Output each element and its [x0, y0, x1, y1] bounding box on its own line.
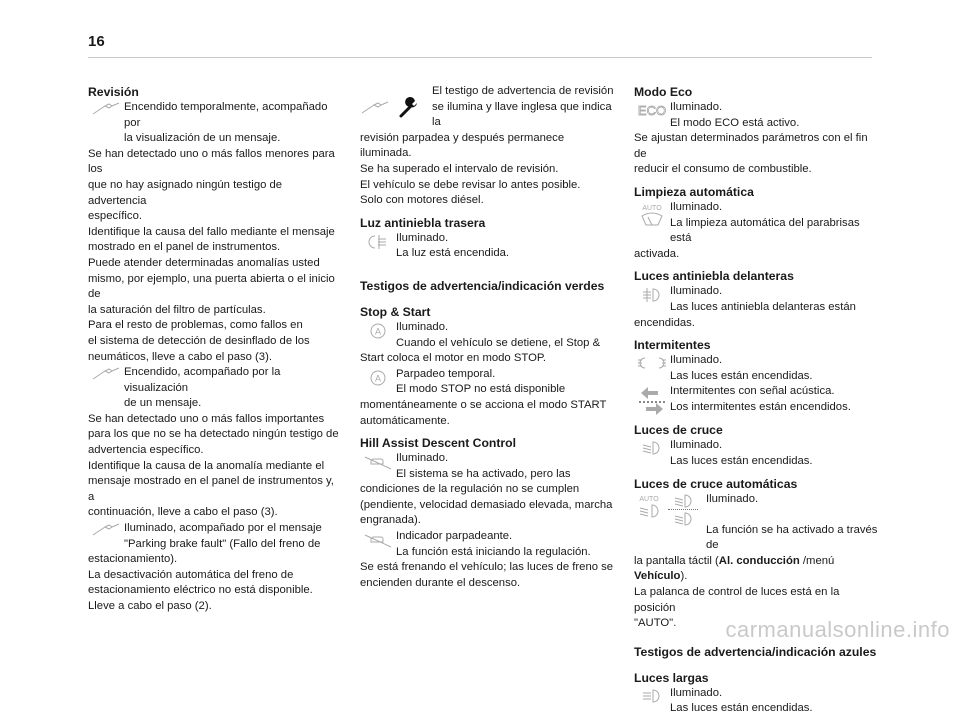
text-line: "Parking brake fault" (Fallo del freno de	[124, 537, 321, 550]
text-line: estacionamiento eléctrico no está disponible.	[88, 584, 313, 597]
text-line: Iluminado.	[670, 354, 723, 367]
text-line: Las luces antiniebla delanteras están	[670, 300, 856, 313]
eco-icon	[634, 100, 670, 131]
eco-entry	[634, 100, 878, 131]
text-line: encienden durante el descenso.	[360, 576, 521, 589]
service-entry-3	[88, 521, 340, 552]
text-line: la visualización de un mensaje.	[124, 132, 281, 145]
text-line: El vehículo se debe revisar lo antes posible.	[360, 178, 581, 191]
text-line: condiciones de la regulación no se cumplen	[360, 483, 580, 496]
wrench-outline-icon	[88, 521, 124, 552]
green-indicators-heading: Testigos de advertencia/indicación verdes	[360, 278, 605, 293]
text-line: mostrado en el panel de instrumentos.	[88, 241, 281, 254]
text-line: estacionamiento).	[88, 553, 178, 566]
hill-descent-heading: Hill Assist Descent Control	[360, 436, 516, 451]
text-line: La luz está encendida.	[396, 247, 510, 260]
paragraph	[88, 412, 340, 521]
paragraph	[88, 147, 340, 365]
text-line: Iluminado.	[396, 452, 449, 465]
svg-text:A: A	[374, 373, 382, 384]
text-line: La función está iniciando la regulación.	[396, 545, 591, 558]
main-beam-heading: Luces largas	[634, 670, 709, 685]
text-line: la saturación del filtro de partículas.	[88, 303, 266, 316]
text-line: Se ajustan determinados parámetros con el fin de	[634, 132, 868, 160]
front-fog-heading: Luces antiniebla delanteras	[634, 269, 794, 284]
text-line: momentáneamente o se acciona el modo START	[360, 398, 607, 411]
text-line: Iluminado.	[670, 439, 723, 452]
text-line: Se han detectado uno o más fallos menores para los	[88, 147, 335, 176]
dipped-beam-entry	[634, 438, 878, 469]
wrench-outline-icon	[88, 100, 124, 147]
column-1	[88, 84, 340, 615]
text-line: Puede atender determinadas anomalías usted	[88, 256, 320, 269]
rear-fog-heading: Luz antiniebla trasera	[360, 215, 486, 230]
stop-start-heading: Stop & Start	[360, 304, 431, 319]
text-line: encendidas.	[634, 316, 695, 329]
text-line: La función se ha activado a través de	[706, 523, 878, 552]
auto-wipe-heading: Limpieza automática	[634, 184, 754, 199]
svg-text:A: A	[374, 326, 382, 337]
text-line: Identifique la causa del fallo mediante el mensaje	[88, 225, 335, 238]
text-line: se ilumina y llave inglesa que indica la	[432, 100, 612, 129]
indicators-entry-1	[634, 353, 878, 384]
text-line: El modo ECO está activo.	[670, 116, 800, 129]
text-line: continuación, lleve a cabo el paso (3).	[88, 506, 278, 519]
text-line: que no hay asignado ningún testigo de advertencia	[88, 178, 283, 207]
service-entry-2	[88, 365, 340, 412]
text-line: La palanca de control de luces está en la posición	[634, 586, 840, 614]
stop-start-icon	[360, 367, 396, 398]
service-wrench-entry	[360, 84, 616, 131]
paragraph	[88, 552, 340, 614]
text-line: Las luces están encendidas.	[670, 454, 813, 467]
hill-descent-entry-1	[360, 451, 616, 482]
text-line: automáticamente.	[360, 414, 450, 427]
service-heading: Revisión	[88, 85, 139, 99]
auto-wipe-icon	[634, 200, 670, 247]
text-line: para los que no se ha detectado ningún testigo de	[88, 428, 339, 441]
paragraph	[360, 131, 616, 209]
stop-start-entry-1	[360, 320, 616, 351]
text-line: La limpieza automática del parabrisas está	[670, 216, 860, 245]
auto-dipped-heading: Luces de cruce automáticas	[634, 476, 798, 491]
text-line: la pantalla táctil (Al. conducción /menú Vehículo).	[634, 554, 835, 583]
stop-start-icon	[360, 320, 396, 351]
text-line: Para el resto de problemas, como fallos en	[88, 319, 303, 332]
text-line: Iluminado.	[670, 200, 723, 213]
text-line: El modo STOP no está disponible	[396, 383, 566, 396]
auto-wipe-entry	[634, 200, 878, 247]
text-line: el sistema de detección de desinflado de los	[88, 334, 310, 347]
text-line: engranada).	[360, 514, 421, 527]
text-line: Cuando el vehículo se detiene, el Stop &	[396, 336, 601, 349]
wrench-outline-icon	[88, 365, 124, 412]
text-line: Se han detectado uno o más fallos importantes	[88, 412, 325, 425]
text-line: advertencia específico.	[88, 444, 204, 457]
main-beam-entry	[634, 686, 878, 717]
svg-text:AUTO: AUTO	[639, 495, 659, 503]
service-entry-1	[88, 100, 340, 147]
text-line: "AUTO".	[634, 617, 677, 630]
auto-dipped-beam-icon-3	[671, 512, 695, 526]
text-line: mensaje mostrado en el panel de instrumentos y, a	[88, 475, 334, 503]
text-line: La desactivación automática del freno de	[88, 568, 294, 581]
side-lights-icon	[634, 353, 670, 384]
text-line: reducir el consumo de combustible.	[634, 163, 812, 176]
text-line: Iluminado, acompañado por el mensaje	[124, 522, 322, 535]
auto-dipped-beam-icon-2	[671, 494, 695, 508]
text-line: mismo, por ejemplo, una puerta abierta o el inicio de	[88, 272, 335, 301]
text-line: Se está frenando el vehículo; las luces de freno se	[360, 561, 614, 574]
wrench-outline-icon	[360, 101, 390, 115]
auto-dipped-beam-icon	[634, 494, 664, 522]
wrench-icon	[398, 97, 420, 119]
text-line: revisión parpadea y después permanece iluminada.	[360, 131, 565, 160]
column-2	[360, 84, 616, 591]
main-beam-icon	[634, 686, 670, 717]
text-line: Encendido, acompañado por la visualización	[124, 366, 281, 394]
text-line: de un mensaje.	[124, 397, 202, 410]
indicators-entry-2	[634, 384, 878, 416]
watermark: carmanualsonline.info	[725, 617, 950, 642]
hill-descent-icon	[360, 451, 396, 482]
hill-descent-entry-2	[360, 529, 616, 560]
text-line: Parpadeo temporal.	[396, 367, 496, 380]
text-line: Iluminado.	[396, 231, 449, 244]
text-line: Intermitentes con señal acústica.	[670, 385, 835, 398]
text-line: Solo con motores diésel.	[360, 194, 484, 207]
text-line: Indicador parpadeante.	[396, 530, 513, 543]
text-line: Iluminado.	[670, 285, 723, 298]
auto-dipped-icons	[634, 492, 706, 554]
rear-fog-icon	[360, 231, 396, 262]
text-line: Las luces están encendidas.	[670, 702, 813, 715]
eco-heading: Modo Eco	[634, 85, 693, 99]
text-line: Las luces están encendidas.	[670, 369, 813, 382]
front-fog-entry	[634, 284, 878, 315]
text-line: (pendiente, velocidad demasiado elevada, marcha	[360, 498, 613, 511]
text-line: Se ha superado el intervalo de revisión.	[360, 162, 559, 175]
indicators-heading: Intermitentes	[634, 338, 711, 353]
blue-indicators-heading: Testigos de advertencia/indicación azules	[634, 644, 877, 659]
text-line: Encendido temporalmente, acompañado por	[124, 101, 328, 129]
text-line: Los intermitentes están encendidos.	[670, 400, 851, 413]
hill-descent-icon	[360, 529, 396, 560]
text-line: Iluminado.	[670, 101, 723, 113]
text-line: Start coloca el motor en modo STOP.	[360, 352, 547, 365]
text-line: Iluminado.	[706, 492, 759, 505]
text-line: específico.	[88, 210, 143, 223]
text-line: Iluminado.	[396, 320, 449, 333]
svg-text:ECO: ECO	[637, 103, 667, 118]
text-line: El sistema se ha activado, pero las	[396, 467, 571, 480]
front-fog-icon	[634, 284, 670, 315]
text-line: Lleve a cabo el paso (2).	[88, 600, 212, 612]
svg-text:AUTO: AUTO	[642, 204, 662, 212]
page-number: 16	[88, 33, 105, 50]
dipped-beam-icon	[634, 438, 670, 469]
text-line: Iluminado.	[670, 686, 723, 699]
text-line: neumáticos, lleve a cabo el paso (3).	[88, 350, 272, 363]
text-line: activada.	[634, 247, 680, 260]
service-icons	[360, 84, 432, 131]
dipped-beam-heading: Luces de cruce	[634, 423, 723, 438]
dotted-separator	[668, 509, 698, 510]
text-line: Identifique la causa de la anomalía mediante el	[88, 459, 325, 472]
turn-signal-arrows-icon	[634, 384, 670, 416]
text-line: El testigo de advertencia de revisión	[432, 85, 614, 97]
rear-fog-entry	[360, 231, 616, 262]
auto-dipped-entry	[634, 492, 878, 554]
header-divider	[88, 57, 872, 58]
stop-start-entry-2	[360, 367, 616, 398]
